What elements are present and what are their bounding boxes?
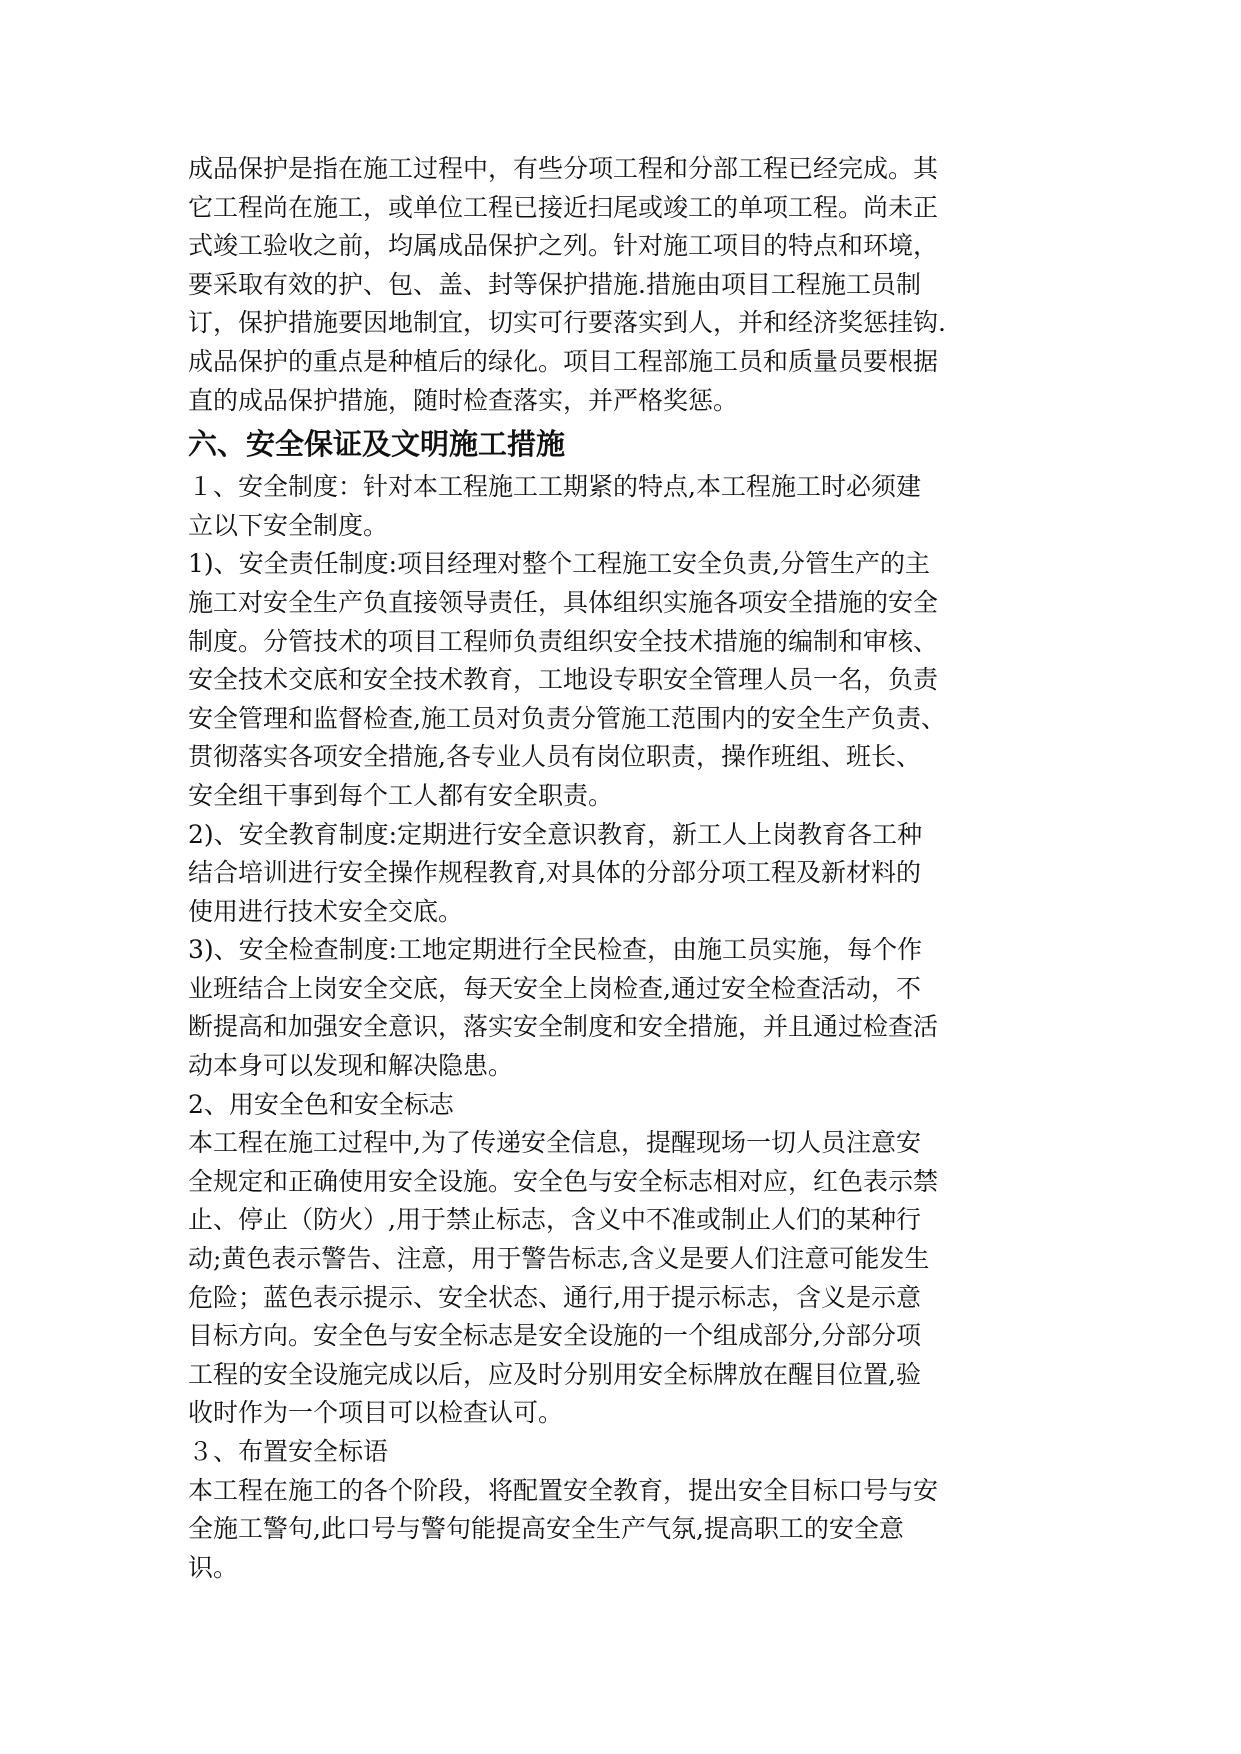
document-body — [188, 150, 1068, 1587]
text-line: 全规定和正确使用安全设施。安全色与安全标志相对应，红色表示禁 — [188, 1166, 939, 1196]
text-line: 结合培训进行安全操作规程教育,对具体的分部分项工程及新材料的 — [188, 858, 921, 888]
text-line: 2)、安全教育制度:定期进行安全意识教育，新工人上岗教育各工种 — [188, 819, 923, 849]
text-line: 安全技术交底和安全技术教育，工地设专职安全管理人员一名，负责 — [188, 665, 939, 695]
text-line: 式竣工验收之前，均属成品保护之列。针对施工项目的特点和环境， — [188, 231, 939, 261]
text-line: 制度。分管技术的项目工程师负责组织安全技术措施的编制和审核、 — [188, 626, 939, 656]
text-line: 贯彻落实各项安全措施,各专业人员有岗位职责，操作班组、班长、 — [188, 742, 921, 772]
text-line: 使用进行技术安全交底。 — [188, 896, 464, 926]
text-line: 动;黄色表示警告、注意，用于警告标志,含义是要人们注意可能发生 — [188, 1244, 930, 1274]
text-line: 3)、安全检查制度:工地定期进行全民检查，由施工员实施，每个作 — [188, 935, 923, 965]
text-line: 动本身可以发现和解决隐患。 — [188, 1051, 514, 1081]
text-line: 安全组干事到每个工人都有安全职责。 — [188, 780, 614, 810]
text-line: 要采取有效的护、包、盖、封等保护措施.措施由项目工程施工员制 — [188, 269, 921, 299]
text-line: 成品保护的重点是种植后的绿化。项目工程部施工员和质量员要根据 — [188, 346, 939, 376]
text-line: 工程的安全设施完成以后，应及时分别用安全标牌放在醒目位置,验 — [188, 1359, 921, 1389]
text-line: 直的成品保护措施，随时检查落实，并严格奖惩。 — [188, 385, 739, 415]
text-line: 成品保护是指在施工过程中，有些分项工程和分部工程已经完成。其 — [188, 154, 939, 183]
text-line: 本工程在施工过程中,为了传递安全信息，提醒现场一切人员注意安 — [188, 1128, 921, 1158]
text-line: 1)、安全责任制度:项目经理对整个工程施工安全负责,分管生产的主 — [188, 549, 931, 579]
section-safety-colors-signs — [188, 1086, 1068, 1433]
item-safety-inspection — [188, 931, 1068, 1085]
text-line: 订，保护措施要因地制宜，切实可行要落实到人，并和经济奖惩挂钩. — [188, 308, 946, 338]
text-line: １、安全制度：针对本工程施工工期紧的特点,本工程施工时必须建 — [188, 472, 921, 502]
item-safety-education — [188, 816, 1068, 932]
text-line: 全施工警句,此口号与警句能提高安全生产气氛,提高职工的安全意 — [188, 1514, 904, 1544]
text-line: 识。 — [188, 1552, 239, 1582]
paragraph-finished-product-protection — [188, 150, 1068, 420]
text-line: 立以下安全制度。 — [188, 510, 389, 540]
text-line: 安全管理和监督检查,施工员对负责分管施工范围内的安全生产负责、 — [188, 703, 946, 733]
text-line: 施工对安全生产负直接领导责任，具体组织实施各项安全措施的安全 — [188, 587, 939, 617]
text-line: 收时作为一个项目可以检查认可。 — [188, 1398, 564, 1428]
text-line: 目标方向。安全色与安全标志是安全设施的一个组成部分,分部分项 — [188, 1321, 921, 1351]
item-safety-responsibility — [188, 545, 1068, 815]
text-line: 业班结合上岗安全交底，每天安全上岗检查,通过安全检查活动，不 — [188, 973, 921, 1003]
text-line: 它工程尚在施工，或单位工程已接近扫尾或竣工的单项工程。尚未正 — [188, 192, 939, 222]
text-line: 危险；蓝色表示提示、安全状态、通行,用于提示标志，含义是示意 — [188, 1282, 921, 1312]
section-safety-slogans — [188, 1433, 1068, 1587]
text-line: 本工程在施工的各个阶段，将配置安全教育，提出安全目标口号与安 — [188, 1475, 939, 1505]
subsection-title: 2、用安全色和安全标志 — [188, 1089, 454, 1119]
text-line: 止、停止（防火）,用于禁止标志，含义中不准或制止人们的某种行 — [188, 1205, 921, 1235]
section-heading: 六、安全保证及文明施工措施 — [188, 427, 566, 462]
subsection-title: ３、布置安全标语 — [188, 1437, 389, 1466]
section-safety-system — [188, 468, 1068, 545]
text-line: 断提高和加强安全意识，落实安全制度和安全措施，并且通过检查活 — [188, 1012, 939, 1042]
